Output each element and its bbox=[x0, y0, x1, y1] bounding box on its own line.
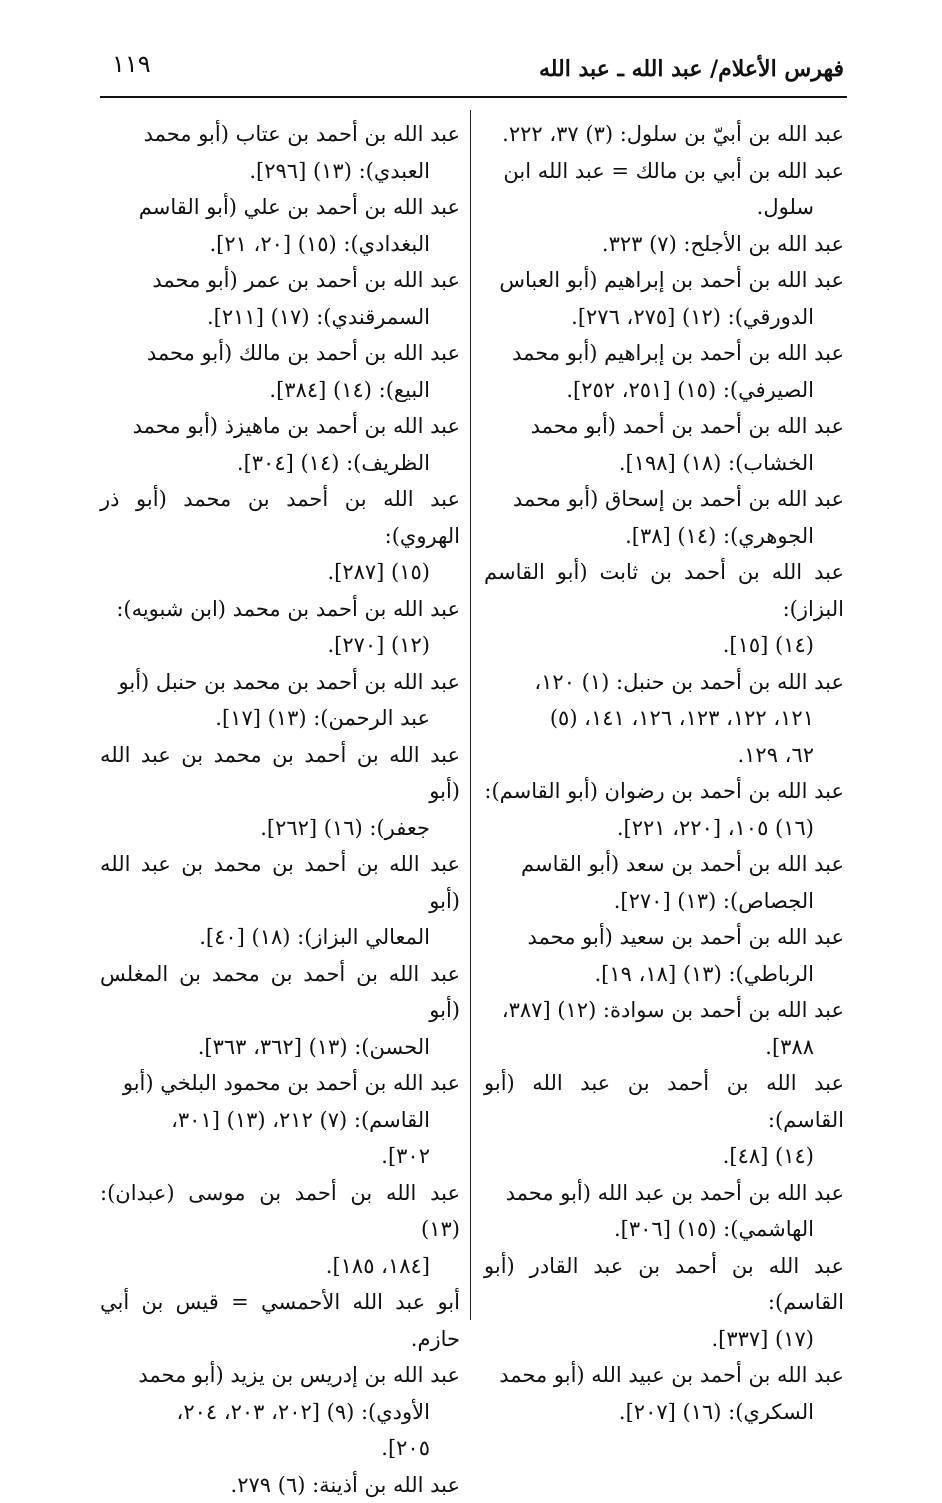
index-entry bbox=[484, 226, 844, 263]
entry-continuation-line: العبدي): (١٣) [٢٩٦]. bbox=[100, 153, 460, 190]
entry-continuation-line: [١٨٤، ١٨٥]. bbox=[100, 1248, 460, 1285]
entry-heading-line: عبد الله بن أحمد بن محمد بن المغلس (أبو bbox=[100, 956, 460, 1029]
entry-continuation-line: (١٢) [٢٧٠]. bbox=[100, 627, 460, 664]
entry-continuation-line: (١٦) ١٠٥، [٢٢٠، ٢٢١]. bbox=[484, 810, 844, 847]
entry-continuation-line: الأودي): (٩) [٢٠٢، ٢٠٣، ٢٠٤، bbox=[100, 1394, 460, 1431]
entry-heading-line: عبد الله بن أذينة: (٦) ٢٧٩. bbox=[100, 1467, 460, 1503]
index-column-left bbox=[100, 116, 460, 1503]
entry-continuation-line: الهاشمي): (١٥) [٣٠٦]. bbox=[484, 1211, 844, 1248]
index-entry bbox=[484, 992, 844, 1065]
index-entry bbox=[484, 153, 844, 226]
index-entry bbox=[100, 262, 460, 335]
header-rule bbox=[100, 96, 847, 98]
index-entry bbox=[484, 335, 844, 408]
index-entry bbox=[484, 664, 844, 774]
index-entry bbox=[484, 481, 844, 554]
index-column-right bbox=[484, 116, 844, 1430]
entry-heading-line: عبد الله بن أحمد بن سوادة: (١٢) [٣٨٧، bbox=[484, 992, 844, 1029]
entry-continuation-line: ١٢١، ١٢٢، ١٢٣، ١٢٦، ١٤١، (٥) bbox=[484, 700, 844, 737]
index-entry bbox=[100, 664, 460, 737]
entry-heading-line: عبد الله بن أحمد بن محمود البلخي (أبو bbox=[100, 1065, 460, 1102]
index-entry bbox=[100, 1284, 460, 1357]
entry-continuation-line: الخشاب): (١٨) [١٩٨]. bbox=[484, 445, 844, 482]
entry-heading-line: عبد الله بن أحمد بن علي (أبو القاسم bbox=[100, 189, 460, 226]
entry-continuation-line: سلول. bbox=[484, 189, 844, 226]
entry-continuation-line: الحسن): (١٣) [٣٦٢، ٣٦٣]. bbox=[100, 1029, 460, 1066]
entry-heading-line: عبد الله بن أحمد بن محمد (أبو ذر الهروي): bbox=[100, 481, 460, 554]
entry-continuation-line: الجوهري): (١٤) [٣٨]. bbox=[484, 518, 844, 555]
entry-heading-line: عبد الله بن الأجلح: (٧) ٣٢٣. bbox=[484, 226, 844, 263]
entry-heading-line: عبد الله بن أحمد بن عبد الله (أبو محمد bbox=[484, 1175, 844, 1212]
index-entry bbox=[484, 554, 844, 664]
entry-heading-line: عبد الله بن أحمد بن موسى (عبدان): (١٣) bbox=[100, 1175, 460, 1248]
entry-heading-line: عبد الله بن أحمد بن محمد بن عبد الله (أبو bbox=[100, 846, 460, 919]
index-entry bbox=[100, 1357, 460, 1467]
entry-heading-line: عبد الله بن أحمد بن أحمد (أبو محمد bbox=[484, 408, 844, 445]
index-entry bbox=[100, 737, 460, 847]
running-header: فهرس الأعلام/ عبد الله ـ عبد الله bbox=[539, 56, 844, 82]
entry-continuation-line: (١٧) [٣٣٧]. bbox=[484, 1321, 844, 1358]
entry-heading-line: عبد الله بن أحمد بن إبراهيم (أبو محمد bbox=[484, 335, 844, 372]
index-entry bbox=[484, 846, 844, 919]
entry-continuation-line: (١٥) [٢٨٧]. bbox=[100, 554, 460, 591]
entry-continuation-line: المعالي البزاز): (١٨) [٤٠]. bbox=[100, 919, 460, 956]
index-entry bbox=[484, 262, 844, 335]
index-entry bbox=[100, 591, 460, 664]
index-entry bbox=[484, 1175, 844, 1248]
entry-continuation-line: السكري): (١٦) [٢٠٧]. bbox=[484, 1394, 844, 1431]
entry-continuation-line: الجصاص): (١٣) [٢٧٠]. bbox=[484, 883, 844, 920]
entry-continuation-line: الظريف): (١٤) [٣٠٤]. bbox=[100, 445, 460, 482]
index-entry bbox=[484, 1248, 844, 1358]
entry-heading-line: عبد الله بن أحمد بن عبد القادر (أبو القاسم): bbox=[484, 1248, 844, 1321]
entry-heading-line: عبد الله بن أحمد بن ثابت (أبو القاسم البزاز): bbox=[484, 554, 844, 627]
entry-heading-line: عبد الله بن أحمد بن عبيد الله (أبو محمد bbox=[484, 1357, 844, 1394]
index-entry bbox=[484, 408, 844, 481]
entry-heading-line: عبد الله بن أحمد بن محمد بن عبد الله (أبو bbox=[100, 737, 460, 810]
entry-continuation-line: ٣٨٨]. bbox=[484, 1029, 844, 1066]
entry-heading-line: عبد الله بن أحمد بن مالك (أبو محمد bbox=[100, 335, 460, 372]
entry-heading-line: عبد الله بن أحمد بن عبد الله (أبو القاسم): bbox=[484, 1065, 844, 1138]
entry-continuation-line: الرباطي): (١٣) [١٨، ١٩]. bbox=[484, 956, 844, 993]
entry-heading-line: عبد الله بن أحمد بن حنبل: (١) ١٢٠، bbox=[484, 664, 844, 701]
entry-continuation-line: الدورقي): (١٢) [٢٧٥، ٢٧٦]. bbox=[484, 299, 844, 336]
entry-heading-line: عبد الله بن أحمد بن عتاب (أبو محمد bbox=[100, 116, 460, 153]
entry-heading-line: عبد الله بن أحمد بن ماهيزذ (أبو محمد bbox=[100, 408, 460, 445]
index-entry bbox=[100, 189, 460, 262]
entry-continuation-line: البغدادي): (١٥) [٢٠، ٢١]. bbox=[100, 226, 460, 263]
index-entry bbox=[484, 773, 844, 846]
entry-heading-line: عبد الله بن إدريس بن يزيد (أبو محمد bbox=[100, 1357, 460, 1394]
entry-heading-line: عبد الله بن أحمد بن رضوان (أبو القاسم): bbox=[484, 773, 844, 810]
index-entry bbox=[100, 846, 460, 956]
index-entry bbox=[484, 1357, 844, 1430]
index-entry bbox=[484, 919, 844, 992]
column-divider bbox=[470, 110, 471, 1320]
entry-continuation-line: (١٤) [١٥]. bbox=[484, 627, 844, 664]
entry-heading-line: عبد الله بن أحمد بن إبراهيم (أبو العباس bbox=[484, 262, 844, 299]
index-entry bbox=[100, 1175, 460, 1285]
entry-continuation-line: عبد الرحمن): (١٣) [١٧]. bbox=[100, 700, 460, 737]
entry-heading-line: عبد الله بن أبيّ بن سلول: (٣) ٣٧، ٢٢٢. bbox=[484, 116, 844, 153]
entry-heading-line: عبد الله بن أحمد بن محمد (ابن شبويه): bbox=[100, 591, 460, 628]
index-entry bbox=[484, 116, 844, 153]
index-entry bbox=[100, 1467, 460, 1503]
entry-continuation-line: القاسم): (٧) ٢١٢، (١٣) [٣٠١، bbox=[100, 1102, 460, 1139]
entry-continuation-line: ٦٢، ١٢٩. bbox=[484, 737, 844, 774]
entry-continuation-line: جعفر): (١٦) [٢٦٢]. bbox=[100, 810, 460, 847]
entry-heading-line: عبد الله بن أحمد بن سعيد (أبو محمد bbox=[484, 919, 844, 956]
entry-continuation-line: ٣٠٢]. bbox=[100, 1138, 460, 1175]
page-number: ١١٩ bbox=[112, 50, 151, 78]
entry-continuation-line: (١٤) [٤٨]. bbox=[484, 1138, 844, 1175]
index-entry bbox=[100, 1065, 460, 1175]
index-entry bbox=[100, 956, 460, 1066]
entry-heading-line: عبد الله بن أحمد بن إسحاق (أبو محمد bbox=[484, 481, 844, 518]
entry-heading-line: عبد الله بن أحمد بن عمر (أبو محمد bbox=[100, 262, 460, 299]
entry-continuation-line: ٢٠٥]. bbox=[100, 1430, 460, 1467]
entry-heading-line: أبو عبد الله الأحمسي = قيس بن أبي حازم. bbox=[100, 1284, 460, 1357]
entry-continuation-line: البيع): (١٤) [٣٨٤]. bbox=[100, 372, 460, 409]
index-entry bbox=[100, 481, 460, 591]
entry-continuation-line: الصيرفي): (١٥) [٢٥١، ٢٥٢]. bbox=[484, 372, 844, 409]
index-entry bbox=[100, 335, 460, 408]
index-entry bbox=[484, 1065, 844, 1175]
entry-heading-line: عبد الله بن أحمد بن سعد (أبو القاسم bbox=[484, 846, 844, 883]
index-entry bbox=[100, 116, 460, 189]
entry-continuation-line: السمرقندي): (١٧) [٢١١]. bbox=[100, 299, 460, 336]
entry-heading-line: عبد الله بن أبي بن مالك = عبد الله ابن bbox=[484, 153, 844, 190]
index-entry bbox=[100, 408, 460, 481]
entry-heading-line: عبد الله بن أحمد بن محمد بن حنبل (أبو bbox=[100, 664, 460, 701]
